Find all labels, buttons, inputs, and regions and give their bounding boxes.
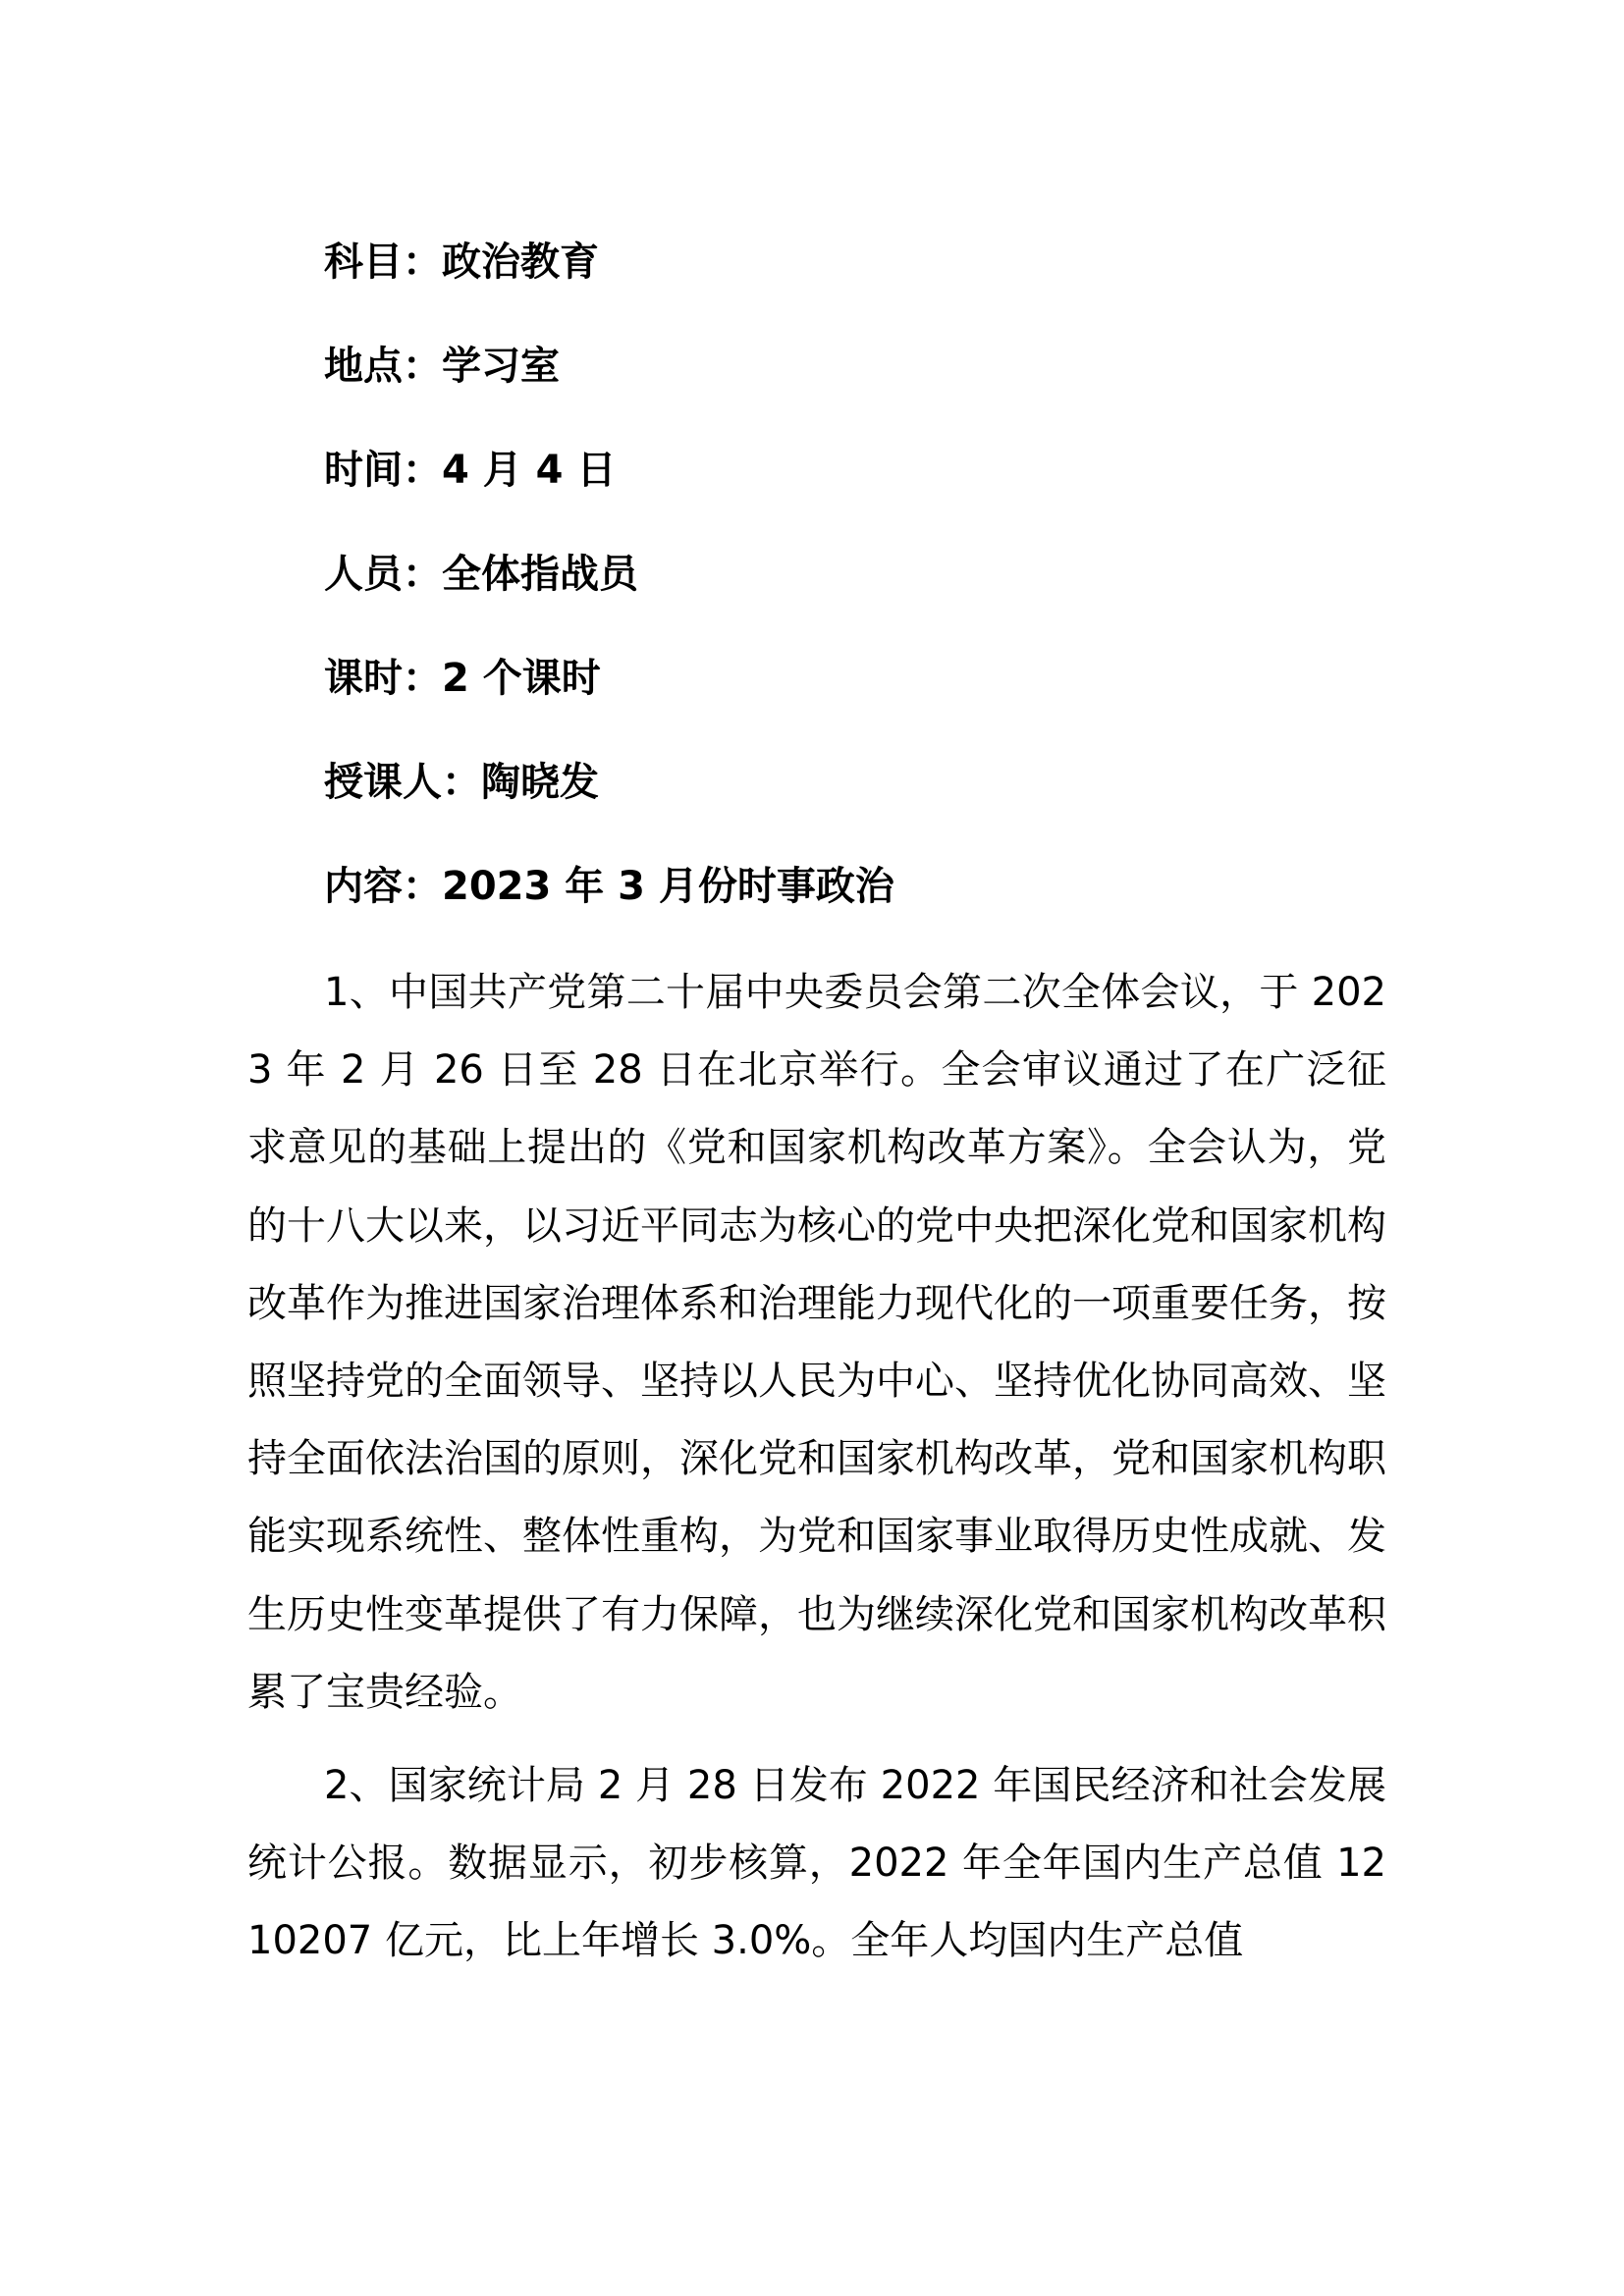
date-field: [324, 443, 1404, 498]
subject-field: [324, 235, 1404, 290]
subject-label: 科目：: [324, 240, 442, 285]
instructor-label: 授课人：: [324, 760, 481, 805]
attendees-field: [324, 547, 1404, 602]
class-hours-label: 课时：: [324, 656, 442, 701]
date-value: 4 月 4 日: [442, 448, 617, 493]
class-hours-field: [324, 651, 1404, 706]
content-field: [324, 859, 1404, 914]
instructor-field: [324, 755, 1404, 810]
instructor-value: 陶晓发: [481, 760, 599, 805]
location-field: [324, 339, 1404, 394]
paragraph-1: 1、中国共产党第二十届中央委员会第二次全体会议，于 2023 年 2 月 26 日至 28 日在北京举行。全会审议通过了在广泛征求意见的基础上提出的《党和国家机构改革方案》。全会认为，党的十八大以来，以习近平同志为核心的党中央把深化党和国家机构改革作为推进国家治理体系和治理能力现代化的一项重要任务，按照坚持党的全面领导、坚持以人民为中心、坚持优化协同高效、坚持全面依法治国的原则，深化党和国家机构改革，党和国家机构职能实现系统性、整体性重构，为党和国家事业取得历史性成就、发生历史性变革提供了有力保障，也为继续深化党和国家机构改革积累了宝贵经验。: [247, 970, 1386, 1715]
content-label: 内容：: [324, 864, 442, 909]
content-value: 2023 年 3 月份时事政治: [442, 864, 894, 909]
date-label: 时间：: [324, 448, 442, 493]
attendees-label: 人员：: [324, 552, 442, 597]
class-hours-value: 2 个课时: [442, 656, 601, 701]
location-label: 地点：: [324, 344, 442, 389]
attendees-value: 全体指战员: [442, 552, 638, 597]
location-value: 学习室: [442, 344, 560, 389]
paragraph-2: 2、国家统计局 2 月 28 日发布 2022 年国民经济和社会发展统计公报。数据显示，初步核算，2022 年全年国内生产总值 1210207 亿元，比上年增长 3.0%。全年人均国内生产总值: [247, 1763, 1386, 1964]
subject-value: 政治教育: [442, 240, 599, 285]
